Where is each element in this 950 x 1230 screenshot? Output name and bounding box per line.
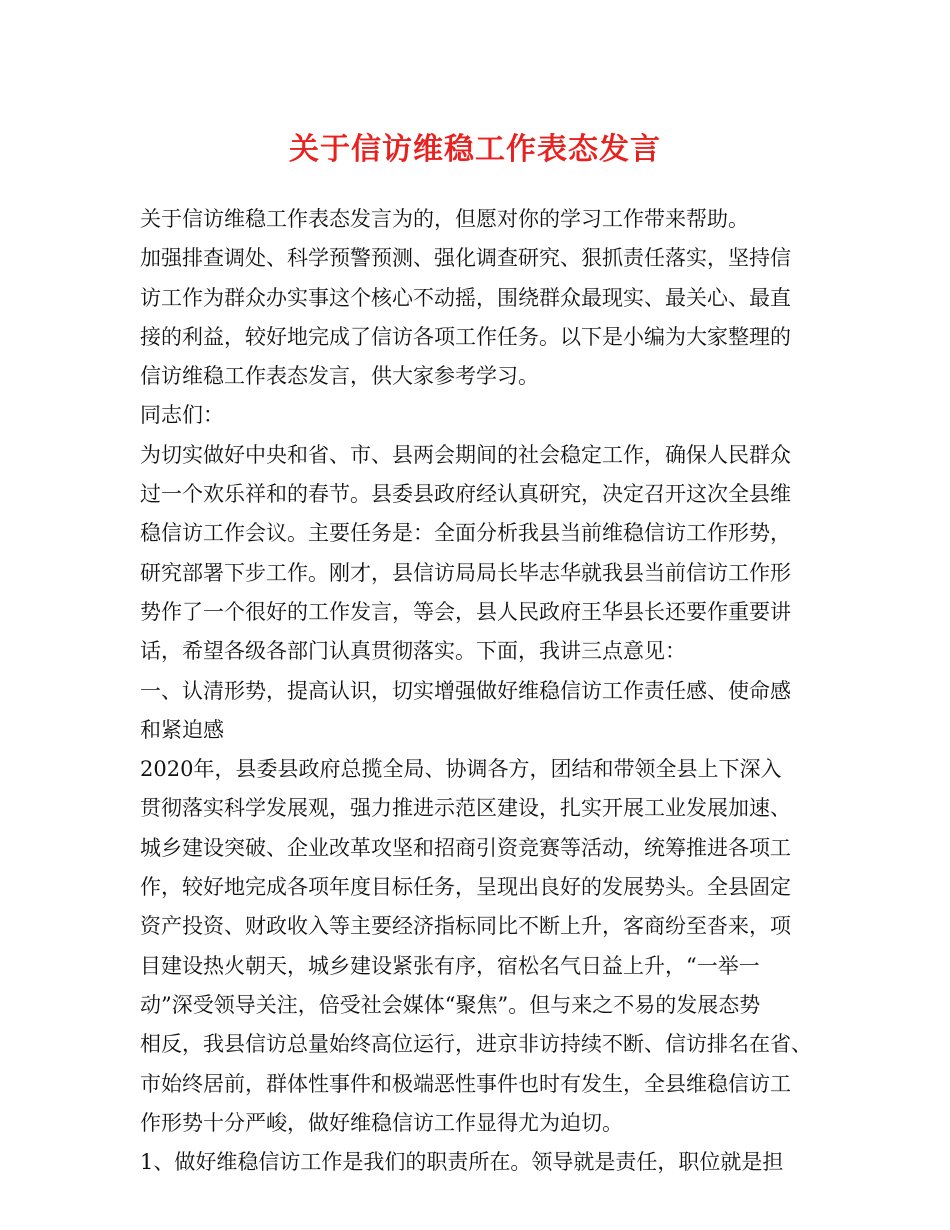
paragraph-line: 加强排查调处、科学预警预测、强化调查研究、狠抓责任落实，坚持信 xyxy=(140,246,791,271)
paragraph-line: 贯彻落实科学发展观，强力推进示范区建设，扎实开展工业发展加速、 xyxy=(140,796,791,821)
paragraph-line: 信访维稳工作表态发言，供大家参考学习。 xyxy=(140,364,539,389)
document-title: 关于信访维稳工作表态发言 xyxy=(289,132,661,167)
paragraph-line: 动”深受领导关注，倍受社会媒体“聚焦”。但与来之不易的发展态势 xyxy=(140,992,761,1017)
paragraph-line: 相反，我县信访总量始终高位运行，进京非访持续不断、信访排名在省、 xyxy=(140,1032,812,1057)
paragraph-line: 作形势十分严峻，做好维稳信访工作显得尤为迫切。 xyxy=(140,1110,623,1135)
paragraph-line: 访工作为群众办实事这个核心不动摇，围绕群众最现实、最关心、最直 xyxy=(140,285,791,310)
paragraph-line: 稳信访工作会议。主要任务是：全面分析我县当前维稳信访工作形势， xyxy=(140,521,791,546)
paragraph-line: 目建设热火朝天，城乡建设紧张有序，宿松名气日益上升，“一举一 xyxy=(140,953,760,978)
paragraph-line: 和紧迫感 xyxy=(140,717,224,742)
paragraph-line: 1、做好维稳信访工作是我们的职责所在。领导就是责任，职位就是担 xyxy=(140,1150,784,1175)
paragraph-line: 2020年，县委县政府总揽全局、协调各方，团结和带领全县上下深入 xyxy=(140,757,782,782)
paragraph-line: 研究部署下步工作。刚才，县信访局局长毕志华就我县当前信访工作形 xyxy=(140,560,791,585)
paragraph-line: 一、认清形势，提高认识，切实增强做好维稳信访工作责任感、使命感 xyxy=(140,678,791,703)
paragraph-line: 为切实做好中央和省、市、县两会期间的社会稳定工作，确保人民群众 xyxy=(140,442,791,467)
paragraph-line: 势作了一个很好的工作发言，等会，县人民政府王华县长还要作重要讲 xyxy=(140,599,791,624)
paragraph-line: 关于信访维稳工作表态发言为的，但愿对你的学习工作带来帮助。 xyxy=(140,207,749,231)
paragraph-line: 城乡建设突破、企业改革攻坚和招商引资竞赛等活动，统筹推进各项工 xyxy=(140,835,791,860)
paragraph-line: 资产投资、财政收入等主要经济指标同比不断上升，客商纷至沓来，项 xyxy=(140,914,791,939)
document-body xyxy=(140,200,820,1182)
paragraph-line: 过一个欢乐祥和的春节。县委县政府经认真研究，决定召开这次全县维 xyxy=(140,482,791,507)
paragraph-line: 接的利益，较好地完成了信访各项工作任务。以下是小编为大家整理的 xyxy=(140,324,791,349)
paragraph-line: 同志们： xyxy=(140,403,224,428)
paragraph-line: 市始终居前，群体性事件和极端恶性事件也时有发生，全县维稳信访工 xyxy=(140,1071,791,1096)
paragraph-line: 作，较好地完成各项年度目标任务，呈现出良好的发展势头。全县固定 xyxy=(140,875,791,900)
paragraph-line: 话，希望各级各部门认真贯彻落实。下面，我讲三点意见： xyxy=(140,639,686,664)
